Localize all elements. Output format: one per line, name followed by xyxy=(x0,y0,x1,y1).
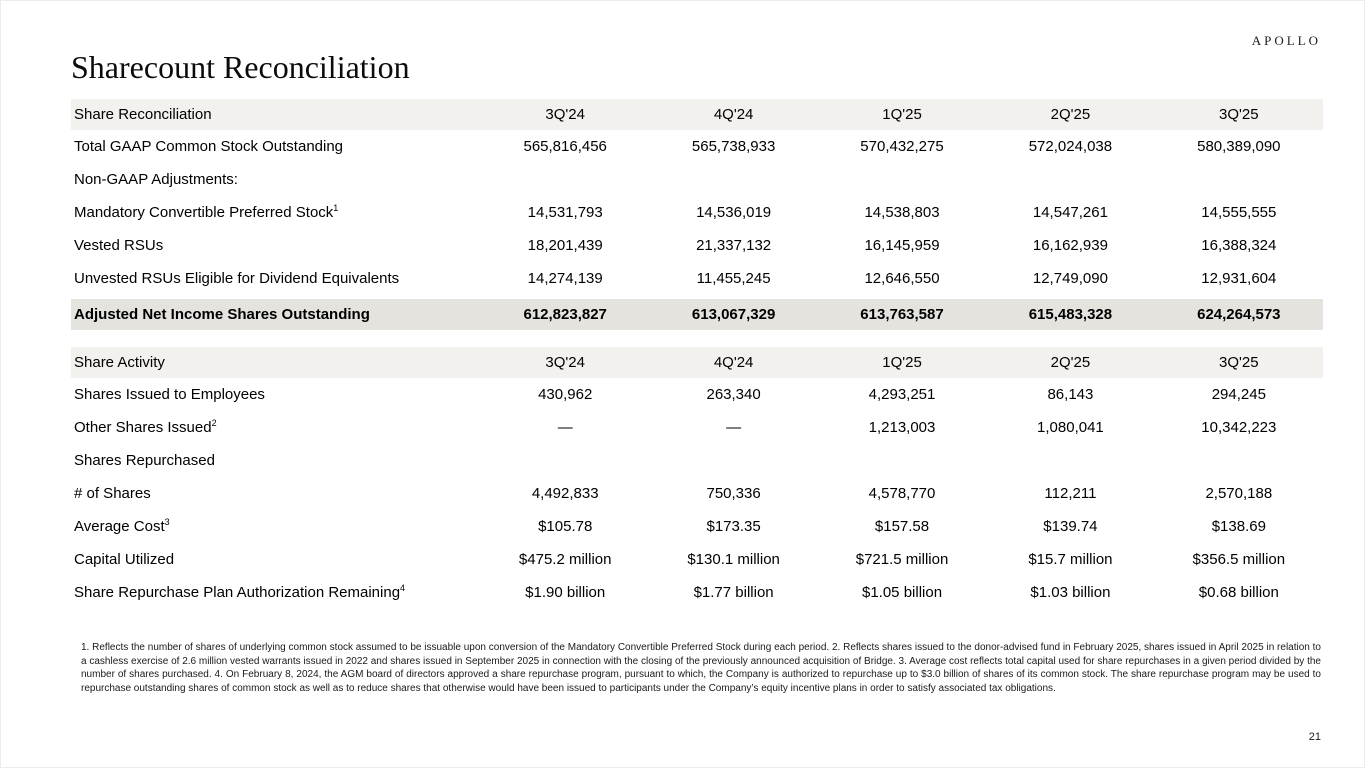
cell-value: $1.03 billion xyxy=(1030,584,1111,601)
row-label: Share Repurchase Plan Authorization Remaining$^4$ xyxy=(74,583,406,601)
table-row xyxy=(71,196,1323,229)
column-header: 2Q'25 xyxy=(1050,106,1091,123)
cell-value: 4,293,251 xyxy=(868,386,936,403)
cell-value: 1,080,041 xyxy=(1037,419,1104,436)
row-label: Vested RSUs xyxy=(74,237,164,254)
footnote-marker: 4 xyxy=(400,583,406,593)
cell-value: $139.74 xyxy=(1043,518,1098,535)
tables-container xyxy=(71,99,1323,609)
cell-value: 14,531,793 xyxy=(527,204,603,221)
cell-value: 14,538,803 xyxy=(864,204,940,221)
column-header: 3Q'24 xyxy=(545,354,585,371)
cell-value: 10,342,223 xyxy=(1201,419,1277,436)
column-header: 3Q'24 xyxy=(545,106,585,123)
cell-value: $138.69 xyxy=(1211,518,1266,535)
cell-value: 14,536,019 xyxy=(696,204,772,221)
cell-value: 565,738,933 xyxy=(691,138,776,155)
column-header: 3Q'25 xyxy=(1219,354,1259,371)
cell-value: $15.7 million xyxy=(1028,551,1113,568)
cell-value: 14,547,261 xyxy=(1032,204,1108,221)
row-label: Shares Repurchased xyxy=(74,452,215,469)
row-label: Average Cost$^3$ xyxy=(74,517,170,535)
cell-value: 4,492,833 xyxy=(531,485,599,502)
page-title: Sharecount Reconciliation xyxy=(71,49,410,85)
table-row xyxy=(71,477,1323,510)
cell-value: 16,145,959 xyxy=(864,237,940,254)
cell-value: $475.2 million xyxy=(518,551,612,568)
cell-value: 11,455,245 xyxy=(696,270,771,287)
cell-value: 12,646,550 xyxy=(864,270,940,287)
cell-value: 613,763,587 xyxy=(860,306,944,323)
table-row xyxy=(71,543,1323,576)
table-row xyxy=(71,378,1323,411)
cell-value: — xyxy=(726,419,742,436)
row-label: Capital Utilized xyxy=(74,551,175,568)
footnote-marker: 1 xyxy=(333,203,339,213)
table-row xyxy=(71,510,1323,543)
row-label: Non-GAAP Adjustments: xyxy=(74,171,238,188)
column-header: 3Q'25 xyxy=(1219,106,1259,123)
table-header-row xyxy=(71,347,1323,378)
cell-value: 263,340 xyxy=(706,386,761,403)
table-header-row xyxy=(71,99,1323,130)
column-header: 4Q'24 xyxy=(713,106,754,123)
table-row xyxy=(71,130,1323,163)
table-spacer xyxy=(71,330,1323,347)
row-label: Total GAAP Common Stock Outstanding xyxy=(74,138,344,155)
footnotes: 1. Reflects the number of shares of underlying common stock assumed to be issuable upon conversion of the Mandatory Convertible Preferred Stock during each period. 2. Reflects shares issued to the donor-advised fund in February 2025, shares issued in April 2025 in relation to a cashless exercise of 2.6 million vested warrants issued in 2022 and shares issued in September 2025 in connection with the closing of the previously announced acquisition of Bridge. 3. Average cost reflects total capital used for share repurchases in a given period divided by the number of shares purchased. 4. On February 8, 2024, the AGM board of directors approved a share repurchase program, pursuant to which, the Company is authorized to repurchase up to $3.0 billion of shares of its common stock. The share repurchase program may be used to repurchase outstanding shares of common stock as well as to reduce shares that otherwise would have been issued to participants under the Company’s equity incentive plans in order to satisfy associated tax obligations. xyxy=(81,642,1321,694)
cell-value: 565,816,456 xyxy=(523,138,607,155)
cell-value: 21,337,132 xyxy=(696,237,772,254)
cell-value: 14,274,139 xyxy=(527,270,603,287)
table-row xyxy=(71,444,1323,477)
column-header: 1Q'25 xyxy=(882,354,922,371)
row-label: Unvested RSUs Eligible for Dividend Equivalents xyxy=(74,270,400,287)
cell-value: $1.77 billion xyxy=(693,584,774,601)
cell-value: 1,213,003 xyxy=(868,419,936,436)
cell-value: $0.68 billion xyxy=(1198,584,1279,601)
cell-value: 12,749,090 xyxy=(1032,270,1108,287)
column-header: 1Q'25 xyxy=(882,106,922,123)
cell-value: 570,432,275 xyxy=(860,138,944,155)
table-row xyxy=(71,576,1323,609)
cell-value: $157.58 xyxy=(874,518,930,535)
cell-value: $721.5 million xyxy=(855,551,949,568)
cell-value: 14,555,555 xyxy=(1201,204,1277,221)
table-total-row xyxy=(71,299,1323,330)
row-label: # of Shares xyxy=(74,485,151,502)
row-label: Other Shares Issued$^2$ xyxy=(74,418,217,436)
row-label: Shares Issued to Employees xyxy=(74,386,265,403)
column-header: 2Q'25 xyxy=(1050,354,1091,371)
cell-value: $1.90 billion xyxy=(525,584,606,601)
cell-value: 16,162,939 xyxy=(1032,237,1108,254)
share-reconciliation-table xyxy=(71,99,1323,330)
row-label: Adjusted Net Income Shares Outstanding xyxy=(74,306,370,323)
cell-value: 624,264,573 xyxy=(1197,306,1281,323)
cell-value: 4,578,770 xyxy=(868,485,936,502)
cell-value: $130.1 million xyxy=(687,551,780,568)
cell-value: 580,389,090 xyxy=(1197,138,1281,155)
table-row xyxy=(71,229,1323,262)
cell-value: $1.05 billion xyxy=(861,584,943,601)
cell-value: 2,570,188 xyxy=(1205,485,1273,502)
cell-value: 86,143 xyxy=(1047,386,1094,403)
row-label: Mandatory Convertible Preferred Stock$^1$ xyxy=(74,203,339,221)
cell-value: 12,931,604 xyxy=(1201,270,1277,287)
share-activity-table xyxy=(71,347,1323,609)
cell-value: $105.78 xyxy=(538,518,593,535)
cell-value: $173.35 xyxy=(706,518,761,535)
cell-value: 572,024,038 xyxy=(1028,138,1113,155)
table-header-title: Share Activity xyxy=(74,354,165,371)
cell-value: 750,336 xyxy=(706,485,761,502)
cell-value: 16,388,324 xyxy=(1201,237,1277,254)
cell-value: $356.5 million xyxy=(1192,551,1286,568)
table-row xyxy=(71,411,1323,444)
column-header: 4Q'24 xyxy=(713,354,754,371)
cell-value: 612,823,827 xyxy=(523,306,607,323)
footnote-marker: 2 xyxy=(211,418,217,428)
cell-value: 613,067,329 xyxy=(691,306,776,323)
table-header-title: Share Reconciliation xyxy=(74,106,212,123)
cell-value: 430,962 xyxy=(538,386,593,403)
page-number: 21 xyxy=(1308,731,1321,743)
apollo-logo: APOLLO xyxy=(1251,33,1321,48)
cell-value: 615,483,328 xyxy=(1028,306,1113,323)
table-row xyxy=(71,163,1323,196)
footnote-marker: 3 xyxy=(164,517,170,527)
cell-value: — xyxy=(557,419,573,436)
cell-value: 18,201,439 xyxy=(527,237,603,254)
cell-value: 112,211 xyxy=(1044,485,1097,502)
table-row xyxy=(71,262,1323,295)
cell-value: 294,245 xyxy=(1211,386,1266,403)
